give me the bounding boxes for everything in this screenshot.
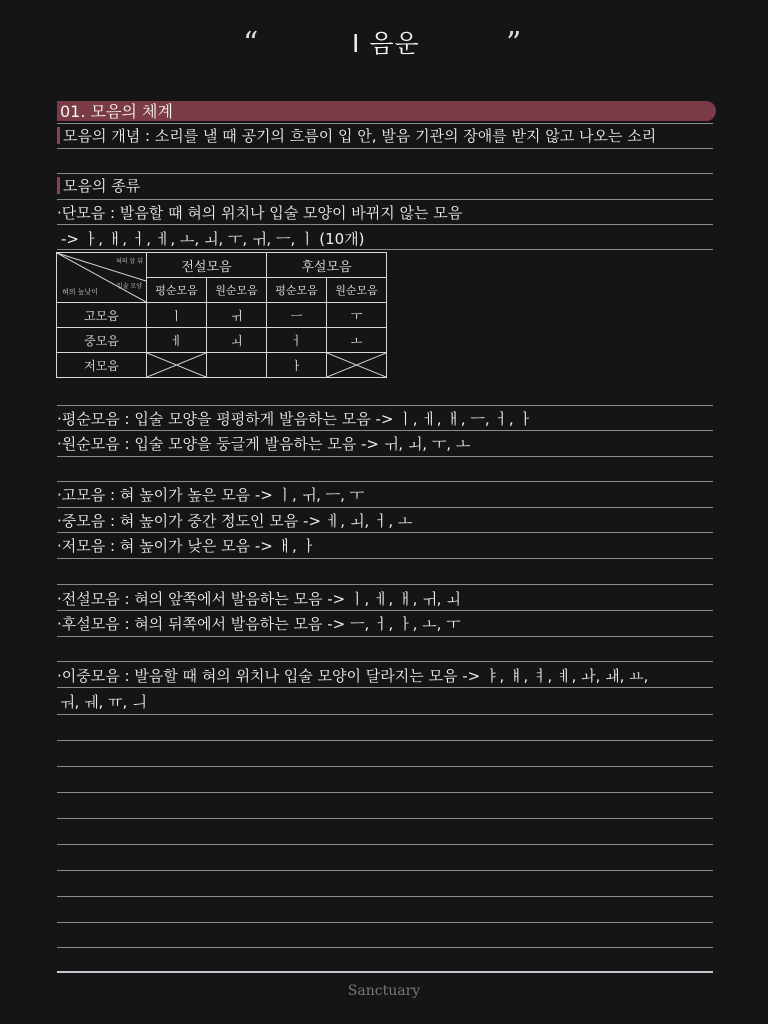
ruled-line <box>57 870 713 871</box>
ruled-line <box>57 636 713 637</box>
heading-marker <box>57 127 60 144</box>
ruled-line <box>57 148 713 149</box>
diphthong-line-1: ·이중모음 : 발음할 때 혀의 위치나 입술 모양이 달라지는 모음 -> ㅑ, ㅒ, ㅕ, ㅖ, ㅘ, ㅙ, ㅛ, <box>57 667 649 685</box>
row-label-high: 고모음 <box>57 303 147 328</box>
ruled-line <box>57 740 713 741</box>
ruled-line <box>57 922 713 923</box>
cell-mid-back-unrounded: ㅓ <box>267 328 327 353</box>
ruled-line <box>57 173 713 174</box>
cell-mid-front-unrounded: ㅔ <box>147 328 207 353</box>
types-heading-text: 모음의 종류 <box>63 177 141 195</box>
ruled-line <box>57 507 713 508</box>
diphthong-line-2: ㅝ, ㅞ, ㅠ, ㅢ <box>60 693 147 711</box>
front-vowel-line: ·전설모음 : 혀의 앞쪽에서 발음하는 모음 -> ㅣ, ㅔ, ㅐ, ㅟ, ㅚ <box>57 590 461 608</box>
monophthong-list: -> ㅏ, ㅐ, ㅓ, ㅔ, ㅗ, ㅚ, ㅜ, ㅟ, ㅡ, ㅣ (10개) <box>61 230 365 248</box>
header-front-unrounded: 평순모음 <box>147 278 207 303</box>
ruled-line <box>57 249 713 250</box>
ruled-line <box>57 199 713 200</box>
types-heading <box>57 175 713 197</box>
ruled-line <box>57 224 713 225</box>
heading-marker <box>57 177 60 194</box>
ruled-line <box>57 430 713 431</box>
concept-text: 모음의 개념 : 소리를 낼 때 공기의 흐름이 입 안, 발음 기관의 장애를 받지 않고 나오는 소리 <box>63 127 657 145</box>
concept-line <box>57 125 713 147</box>
close-quote: ” <box>506 26 522 61</box>
header-back-rounded: 원순모음 <box>327 278 387 303</box>
ruled-line <box>57 687 713 688</box>
cell-high-front-unrounded: ㅣ <box>147 303 207 328</box>
table-row-low <box>57 353 387 378</box>
cell-low-front-unrounded-crossed <box>147 353 207 378</box>
ruled-line <box>57 844 713 845</box>
ruled-line <box>57 947 713 948</box>
section-title: 01. 모음의 체계 <box>60 102 173 121</box>
ruled-line <box>57 123 713 124</box>
corner-label-front-back: 혀의 앞 뒤 <box>116 258 143 265</box>
cell-low-back-rounded-crossed <box>327 353 387 378</box>
ruled-line <box>57 766 713 767</box>
ruled-line <box>57 792 713 793</box>
ruled-line <box>57 896 713 897</box>
ruled-line <box>57 661 713 662</box>
cell-low-back-unrounded: ㅏ <box>267 353 327 378</box>
row-label-low: 저모음 <box>57 353 147 378</box>
vowel-table <box>56 252 387 378</box>
page-title: Ⅰ 음운 <box>352 29 420 58</box>
back-vowel-line: ·후설모음 : 혀의 뒤쪽에서 발음하는 모음 -> ㅡ, ㅓ, ㅏ, ㅗ, ㅜ <box>57 615 461 633</box>
cross-mark <box>327 353 386 377</box>
ruled-line <box>57 818 713 819</box>
ruled-line <box>57 405 713 406</box>
cell-high-front-rounded: ㅟ <box>207 303 267 328</box>
mid-vowel-line: ·중모음 : 혀 높이가 중간 정도인 모음 -> ㅔ, ㅚ, ㅓ, ㅗ <box>57 512 413 530</box>
monophthong-definition: ·단모음 : 발음할 때 혀의 위치나 입술 모양이 바뀌지 않는 모음 <box>57 204 463 222</box>
high-vowel-line: ·고모음 : 혀 높이가 높은 모음 -> ㅣ, ㅟ, ㅡ, ㅜ <box>57 486 365 504</box>
cell-mid-front-rounded: ㅚ <box>207 328 267 353</box>
header-front-rounded: 원순모음 <box>207 278 267 303</box>
table-row-high <box>57 303 387 328</box>
header-back-unrounded: 평순모음 <box>267 278 327 303</box>
ruled-line <box>57 714 713 715</box>
cross-mark <box>147 353 206 377</box>
row-label-mid: 중모음 <box>57 328 147 353</box>
ruled-line <box>57 584 713 585</box>
ruled-line <box>57 532 713 533</box>
table-row-mid <box>57 328 387 353</box>
table-corner-header <box>57 253 147 303</box>
ruled-line <box>57 481 713 482</box>
ruled-line <box>57 610 713 611</box>
unrounded-line: ·평순모음 : 입술 모양을 평평하게 발음하는 모음 -> ㅣ, ㅔ, ㅐ, ㅡ, ㅓ, ㅏ <box>57 410 533 428</box>
rounded-line: ·원순모음 : 입술 모양을 둥글게 발음하는 모음 -> ㅟ, ㅚ, ㅜ, ㅗ <box>57 435 471 453</box>
header-front-vowels: 전설모음 <box>147 253 267 278</box>
cell-low-front-rounded <box>207 353 267 378</box>
title-row <box>0 22 768 62</box>
footer-brand: Sanctuary <box>347 983 421 999</box>
corner-label-lip-shape: 입술 모양 <box>116 283 142 290</box>
ruled-line <box>57 456 713 457</box>
cell-high-back-unrounded: ㅡ <box>267 303 327 328</box>
bottom-rule <box>57 971 713 973</box>
ruled-line <box>57 558 713 559</box>
corner-label-height: 혀의 높낮이 <box>62 288 99 296</box>
low-vowel-line: ·저모음 : 혀 높이가 낮은 모음 -> ㅐ, ㅏ <box>57 537 317 555</box>
cell-mid-back-rounded: ㅗ <box>327 328 387 353</box>
open-quote: “ <box>243 26 259 61</box>
cell-high-back-rounded: ㅜ <box>327 303 387 328</box>
header-back-vowels: 후설모음 <box>267 253 387 278</box>
